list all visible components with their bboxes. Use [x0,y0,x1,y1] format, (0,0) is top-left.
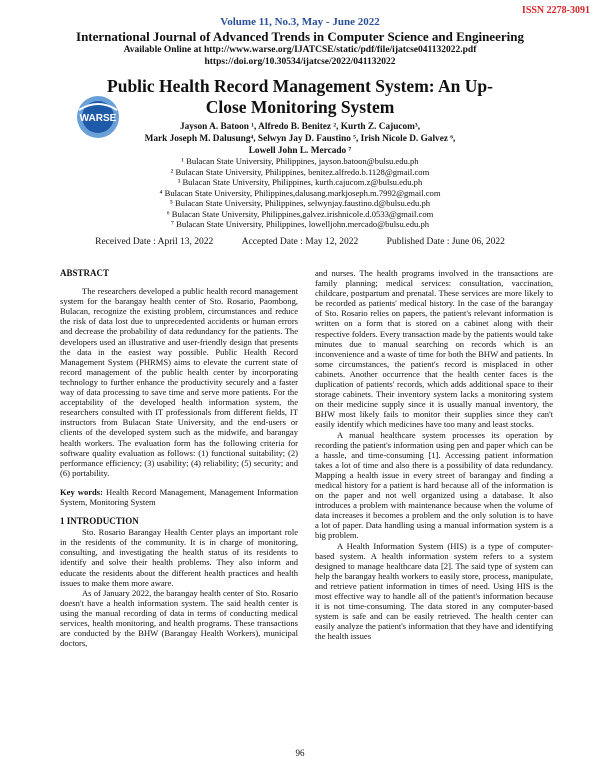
journal-title: International Journal of Advanced Trends in Computer Science and Engineering [76,29,524,44]
accepted-date: Accepted Date : May 12, 2022 [241,237,359,247]
body-paragraph: A manual healthcare system processes its operation by recording the patient's information using pen and paper which can be a hassle, and time-consuming [1]. Accessing patient information takes a lot of time and also there is a possibility of data redundancy. Mapping a health issue in every street of barangay and finding a medical history for a patient is hard because all of the information is on the paper and not well organized using a database. It also introduces a problem with maintenance because when the volume of data increases it becomes a problem and the only solution is to have a lot of paper. Data handling using a manual information system is a big problem. [315,429,553,541]
issn-label: ISSN 2278-3091 [521,5,590,16]
body-paragraph: and nurses. The health programs involved in the transactions are family planning; medical services: consultation, vaccination, childcare, postpartum and prenatal. These services are more likely to be recorded as patients' medical history. In the case of the barangay of Sto. Rosario relies on papers, the patient's relevant information is written on a form that is stored on a cabinet along with their respective folders. Every transaction made by the patients would take minutes due to manual searching on records which is an inconvenience and a waste of time for both the BHW and patients. In some circumstances, the patient's record is misplaced in other cabinets. Another occurrence that the health center faces is the duplication of patients' records, which adds additional space to their storage cabinets. Their inventory system lacks a monitoring system on their medicine supply since it is usually manual inventory, the BHW most likely fails to monitor their supplies since they can't easily identify which medicines have too many and least stocks. [315,268,553,430]
abstract-text: The researchers developed a public health record management system for the barangay health center of Sto. Rosario, Paombong, Bulacan, recognize the existing problem, circumstances and reduce the risk of data lost due to unprecedented accidents or human errors and decrease the probability of data redundancy for the patients. The developers used an illustrative and user-friendly design that presents the data in the easiest way possible. Public Health Record Management System (PHRMS) aims to elevate the current state of record management of the public health center by incorporating technology to further enhance the productivity securely and a faster way of data processing to save time and serve more patients. For the acceptability of the developed health information system, the researchers consulted with IT professionals from different fields, IT instructors from Bulacan State University, and the end-users or clients of the developed system such as the midwife, and barangay health workers. The evaluation form has the following criteria for software quality evaluation as follows: (1) functional suitability; (2) performance efficiency; (3) usability; (4) reliability; (5) security; and (6) portability. [60,286,298,478]
affiliation-item: ² Bulacan State University, Philippines, benitez.alfredo.b.1128@gmail.com [170,166,430,177]
intro-paragraph: As of January 2022, the barangay health center of Sto. Rosario doesn't have a health information system. The said health center is using the manual recording of data in terms of conducting medical services, health monitoring, and health programs. These transactions are conducted by the BHW (Barangay Health Workers), municipal doctors, [60,587,298,649]
paper-title: Public Health Record Management System: An Up-Close Monitoring System [107,76,493,117]
keywords-label: Key words: [60,486,103,497]
dates-row [0,237,600,247]
intro-paragraph: Sto. Rosario Barangay Health Center plays an important role in the residents of the community. It is in charge of monitoring, consulting, and investigating the health status of its residents to identify and solve their health problems. They also inform and educate the residents about the different health practices and health issues to make them more aware. [60,527,298,588]
author-line: Mark Joseph M. Dalusung⁴, Selwyn Jay D. Faustino ⁵, Irish Nicole D. Galvez ⁶, [144,134,456,144]
availability-link[interactable]: Available Online at http://www.warse.org/IJATCSE/static/pdf/file/ijatcse041132022.pdf [123,45,477,55]
left-column [60,268,298,648]
affiliation-item: ⁴ Bulacan State University, Philippines,dalusang.markjoseph.m.7992@gmail.com [159,187,441,198]
page-number: 96 [295,748,305,758]
abstract-heading: ABSTRACT [60,268,110,278]
author-line: Jayson A. Batoon ¹, Alfredo B. Benitez ², Kurth Z. Cajucom³, [179,122,421,132]
author-line: Lowell John L. Mercado ⁷ [248,146,352,156]
volume-line: Volume 11, No.3, May - June 2022 [220,16,380,28]
affiliation-item: ⁶ Bulacan State University, Philippines,galvez.irishnicole.d.0533@gmail.com [166,208,434,219]
affiliation-item: ⁷ Bulacan State University, Philippines, lowelljohn.mercado@bulsu.edu.ph [170,219,430,229]
affiliation-item: ⁵ Bulacan State University, Philippines, selwynjay.faustino.d@bulsu.edu.ph [169,198,431,208]
affiliation-item: ¹ Bulacan State University, Philippines, jayson.batoon@bulsu.edu.ph [181,156,419,166]
keywords [60,487,298,507]
introduction-heading: 1 INTRODUCTION [60,516,139,527]
logo-text: WARSE [79,113,117,124]
affiliation-item: ³ Bulacan State University, Philippines, kurth.cajucom.z@bulsu.edu.ph [177,177,423,187]
received-date: Received Date : April 13, 2022 [95,237,214,247]
doi-link[interactable]: https://doi.org/10.30534/ijatcse/2022/041132022 [204,57,396,67]
right-column [315,268,553,641]
author-list [0,121,600,157]
published-date: Published Date : June 06, 2022 [386,237,505,247]
body-paragraph: A Health Information System (HIS) is a type of computer-based system. A health information system refers to a system designed to manage healthcare data [2]. The said type of system can help the barangay health workers to easily store, process, manipulate, and retrieve patient information in times of need. Using HIS is the most effective way to handle all of the patient's information because it is not time-consuming. The data stored in any computer-based system is safe and can be easily retrieved. The health center can easily analyze the patient's information that they have and identifying the health issues [315,540,553,642]
keywords-text: Health Record Management, Management Information System, Monitoring System [60,486,298,507]
affiliation-list [0,156,600,230]
